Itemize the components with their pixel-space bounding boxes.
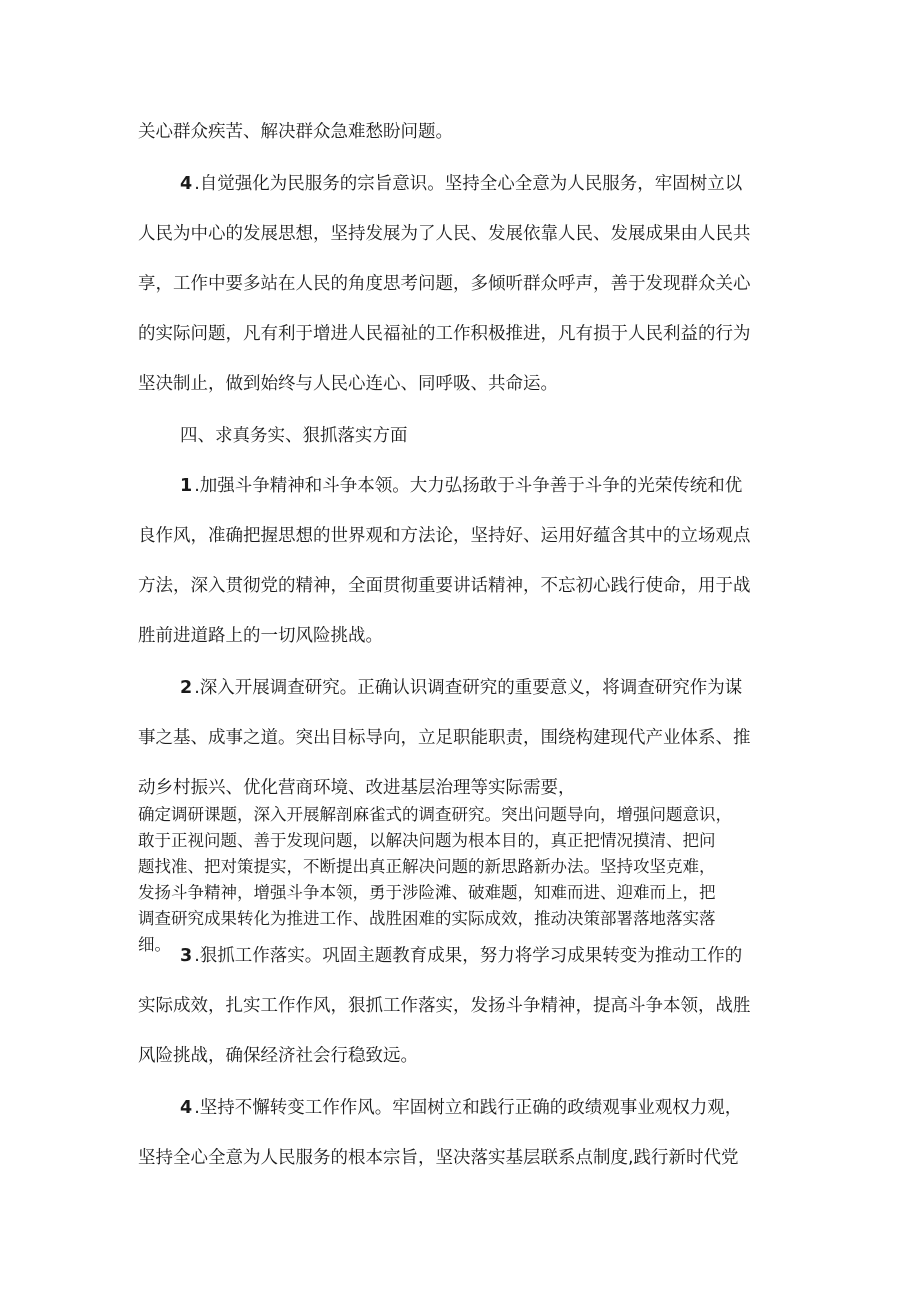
paragraph-line: 坚持全心全意为人民服务的根本宗旨，坚决落实基层联系点制度,践行新时代党	[138, 1148, 739, 1168]
paragraph-text: .坚持不懈转变工作作风。牢固树立和践行正确的政绩观事业观权力观，	[194, 1098, 743, 1118]
paragraph-line: 实际成效，扎实工作作风，狠抓工作落实，发扬斗争精神，提高斗争本领，战胜	[138, 996, 751, 1016]
paragraph-text: .加强斗争精神和斗争本领。大力弘扬敢于斗争善于斗争的光荣传统和优	[194, 476, 743, 496]
paragraph-line: 细。	[138, 935, 171, 954]
paragraph-line: 动乡村振兴、优化营商环境、改进基层治理等实际需要，	[138, 778, 576, 798]
paragraph-line	[180, 172, 742, 196]
paragraph-line: 方法，深入贯彻党的精神，全面贯彻重要讲话精神，不忘初心践行使命，用于战	[138, 576, 751, 596]
paragraph-line: 坚决制止，做到始终与人民心连心、同呼吸、共命运。	[138, 374, 558, 394]
paragraph-line	[180, 944, 742, 968]
item-number: 3	[180, 946, 193, 966]
paragraph-line: 人民为中心的发展思想，坚持发展为了人民、发展依靠人民、发展成果由人民共	[138, 224, 751, 244]
paragraph-text: .自觉强化为民服务的宗旨意识。坚持全心全意为人民服务，牢固树立以	[194, 174, 743, 194]
paragraph-line: 发扬斗争精神，增强斗争本领，勇于涉险滩、破难题，知难而进、迎难而上，把	[138, 883, 716, 902]
paragraph-text: .狠抓工作落实。巩固主题教育成果，努力将学习成果转变为推动工作的	[194, 946, 743, 966]
paragraph-line: 良作风，准确把握思想的世界观和方法论，坚持好、运用好蕴含其中的立场观点	[138, 526, 751, 546]
item-number: 4	[180, 1098, 193, 1118]
item-number: 2	[180, 678, 193, 698]
paragraph-line: 风险挑战，确保经济社会行稳致远。	[138, 1046, 418, 1066]
section-heading: 四、求真务实、狠抓落实方面	[180, 426, 408, 446]
item-number: 4	[180, 174, 193, 194]
paragraph-line: 确定调研课题，深入开展解剖麻雀式的调查研究。突出问题导向，增强问题意识，	[138, 805, 732, 824]
paragraph-line: 事之基、成事之道。突出目标导向，立足职能职责，围绕构建现代产业体系、推	[138, 728, 751, 748]
paragraph-line: 敢于正视问题、善于发现问题，以解决问题为根本目的，真正把情况摸清、把问	[138, 831, 716, 850]
paragraph-text: .深入开展调查研究。正确认识调查研究的重要意义，将调查研究作为谋	[194, 678, 743, 698]
paragraph-line: 关心群众疾苦、解决群众急难愁盼问题。	[138, 122, 453, 142]
paragraph-line: 题找准、把对策提实，不断提出真正解决问题的新思路新办法。坚持攻坚克难，	[138, 857, 716, 876]
paragraph-line: 胜前进道路上的一切风险挑战。	[138, 626, 383, 646]
paragraph-line	[180, 1096, 742, 1120]
item-number: 1	[180, 476, 193, 496]
paragraph-line	[180, 676, 742, 700]
paragraph-line	[180, 474, 742, 498]
compact-paragraph	[138, 802, 788, 958]
paragraph-line: 的实际问题，凡有利于增进人民福祉的工作积极推进，凡有损于人民利益的行为	[138, 324, 751, 344]
paragraph-line: 调查研究成果转化为推进工作、战胜困难的实际成效，推动决策部署落地落实落	[138, 909, 716, 928]
paragraph-line: 享，工作中要多站在人民的角度思考问题，多倾听群众呼声，善于发现群众关心	[138, 274, 751, 294]
